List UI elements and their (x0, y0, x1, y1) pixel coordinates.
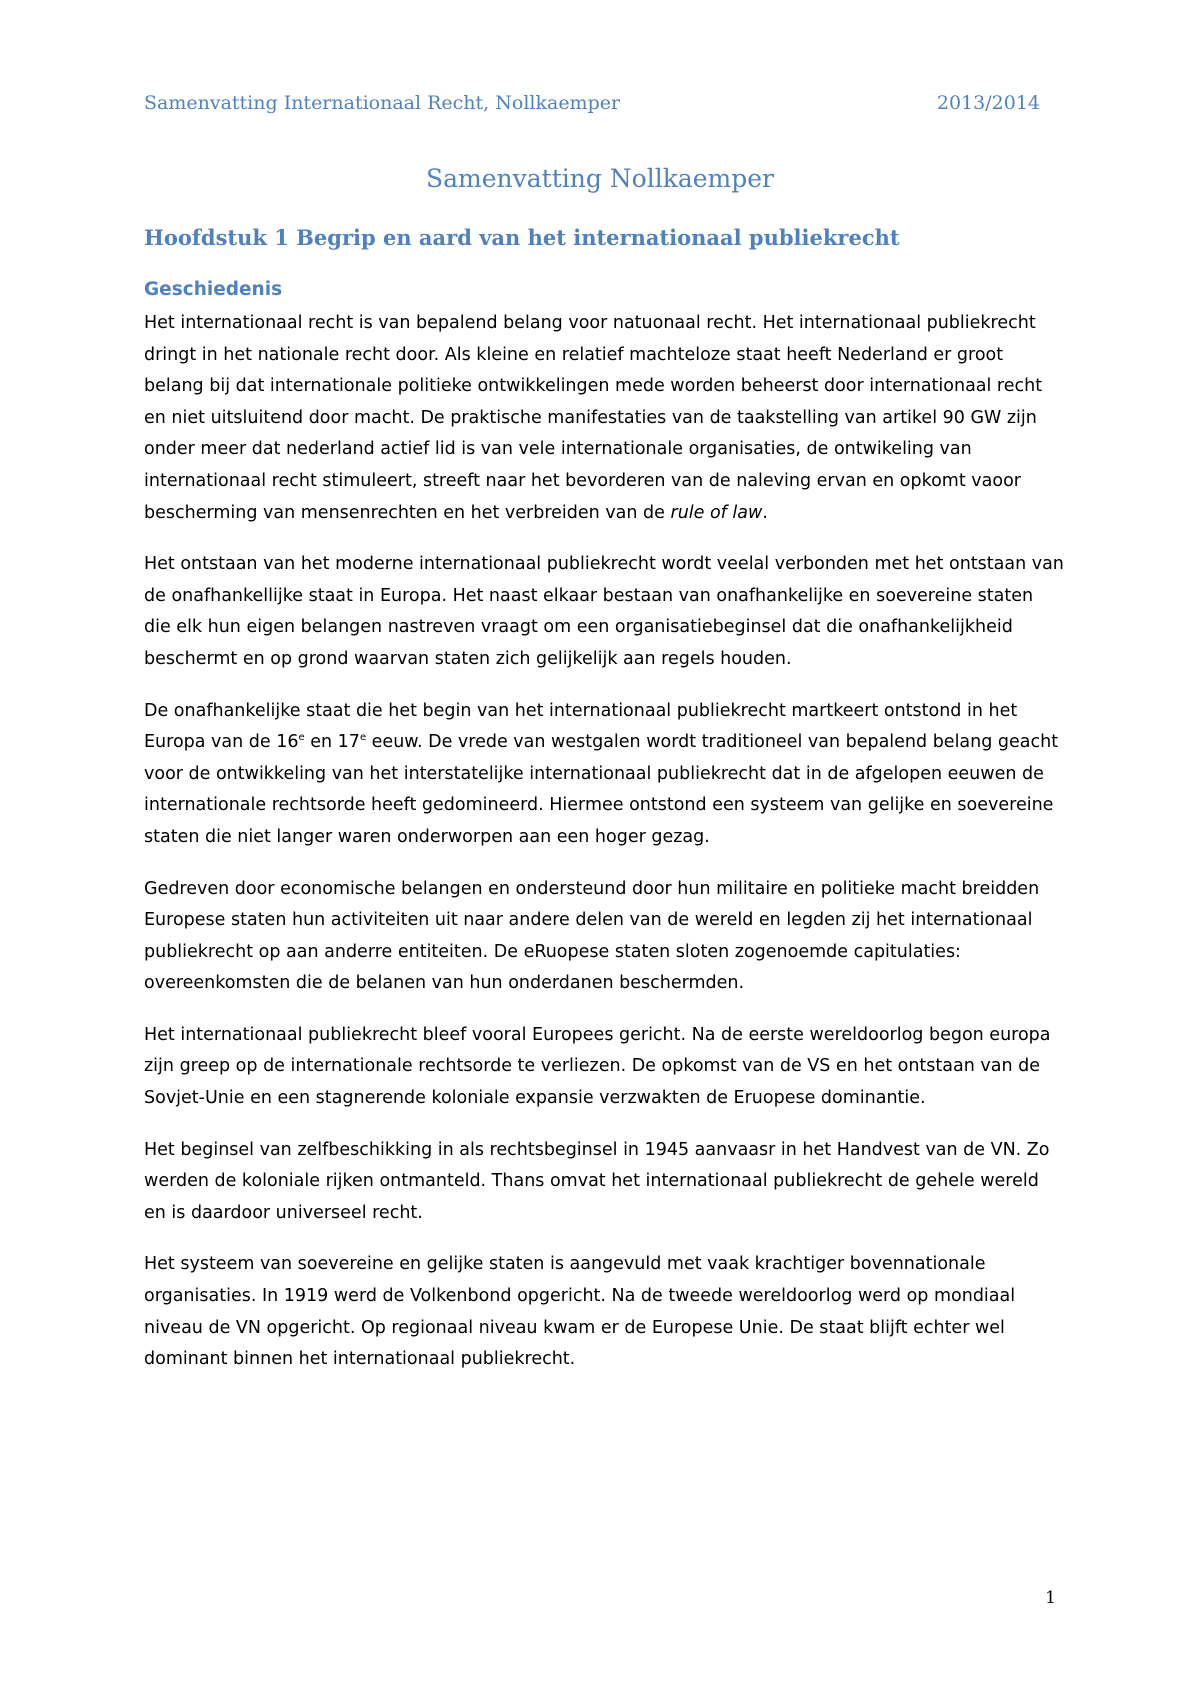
paragraph-6: Het beginsel van zelfbeschikking in als rechtsbeginsel in 1945 aanvaasr in het Handvest van de VN. Zo werden de koloniale rijken ontmanteld. Thans omvat het internationaal publiekrecht de gehele wereld en is daardoor universeel recht. (144, 1139, 1050, 1223)
paragraph-3-part-a: De onafhankelijke staat die het begin van het internationaal publiekrecht martkeert ontstond in het Europa van de 16 (144, 700, 1018, 753)
paragraph-7: Het systeem van soevereine en gelijke staten is aangevuld met vaak krachtiger bovennationale organisaties. In 1919 werd de Volkenbond opgericht. Na de tweede wereldoorlog werd op mondiaal niveau de VN opgericht. Op regionaal niveau kwam er de Europese Unie. De staat blijft echter wel dominant binnen het internationaal publiekrecht. (144, 1254, 1016, 1370)
page-header (144, 92, 1040, 116)
superscript-e: e (298, 732, 305, 744)
paragraph-2: Het ontstaan van het moderne internationaal publiekrecht wordt veelal verbonden met het ontstaan van de onafhankellijke staat in Europa. Het naast elkaar bestaan van onafhankelijke en soevereine staten die elk hun eigen belangen nastreven vraagt om een organisatiebeginsel dat die onafhankelijkheid beschermt en op grond waarvan staten zich gelijkelijk aan regels houden. (144, 554, 1064, 669)
paragraph-1-text: Het internationaal recht is van bepalend belang voor natuonaal recht. Het internationaal publiekrecht dringt in het nationale recht door. Als kleine en relatief machteloze staat heeft Nederland er groot belang bij dat internationale politieke ontwikkelingen mede worden beheerst door internationaal recht en niet uitsluitend door macht. De praktische manifestaties van de taakstelling van artikel 90 GW zijn onder meer dat nederland actief lid is van vele internationale organisaties, de ontwikeling van internationaal recht stimuleert, streeft naar het bevorderen van de naleving ervan en opkomt vaoor bescherming van mensenrechten en het verbreiden van de (144, 313, 1043, 523)
paragraph-1-italic: rule of law (670, 502, 763, 523)
paragraph-5: Het internationaal publiekrecht bleef vooral Europees gericht. Na de eerste wereldoorlog begon europa zijn greep op de internationale rechtsorde te verliezen. De opkomst van de VS en het ontstaan van de Sovjet-Unie en een stagnerende koloniale expansie verzwakten de Eruopese dominantie. (144, 1024, 1051, 1109)
paragraph-4: Gedreven door economische belangen en ondersteund door hun militaire en politieke macht breidden Europese staten hun activiteiten uit naar andere delen van de wereld en legden zij het internationaal publiekrecht op aan anderre entiteiten. De eRuopese staten sloten zogenoemde capitulaties: overeenkomsten die de belanen van hun onderdanen beschermden. (144, 878, 1040, 994)
paragraph-1-end: . (762, 502, 768, 523)
page-number: 1 (1045, 1588, 1056, 1608)
paragraph-3 (144, 696, 1064, 854)
superscript-e: e (359, 732, 367, 744)
section-heading: Geschiedenis (144, 279, 283, 300)
paragraph-3-part-c: eeuw. De vrede van westgalen wordt traditioneel van bepalend belang geacht voor de ontwikkeling van het interstatelijke internationaal publiekrecht dat in de afgelopen eeuwen de internationale rechtsorde heeft gedomineerd. Hiermee ontstond een systeem van gelijke en soevereine staten die niet langer waren onderworpen aan een hoger gezag. (144, 732, 1059, 847)
paragraph-3-part-b: en 17 (304, 732, 360, 753)
header-title: Samenvatting Internationaal Recht, Nollkaemper (144, 92, 621, 114)
document-title: Samenvatting Nollkaemper (425, 164, 775, 193)
header-year: 2013/2014 (936, 92, 1040, 114)
chapter-heading: Hoofdstuk 1 Begrip en aard van het internationaal publiekrecht (144, 225, 900, 250)
paragraph-1 (144, 308, 1064, 529)
body-text (144, 308, 1064, 1396)
